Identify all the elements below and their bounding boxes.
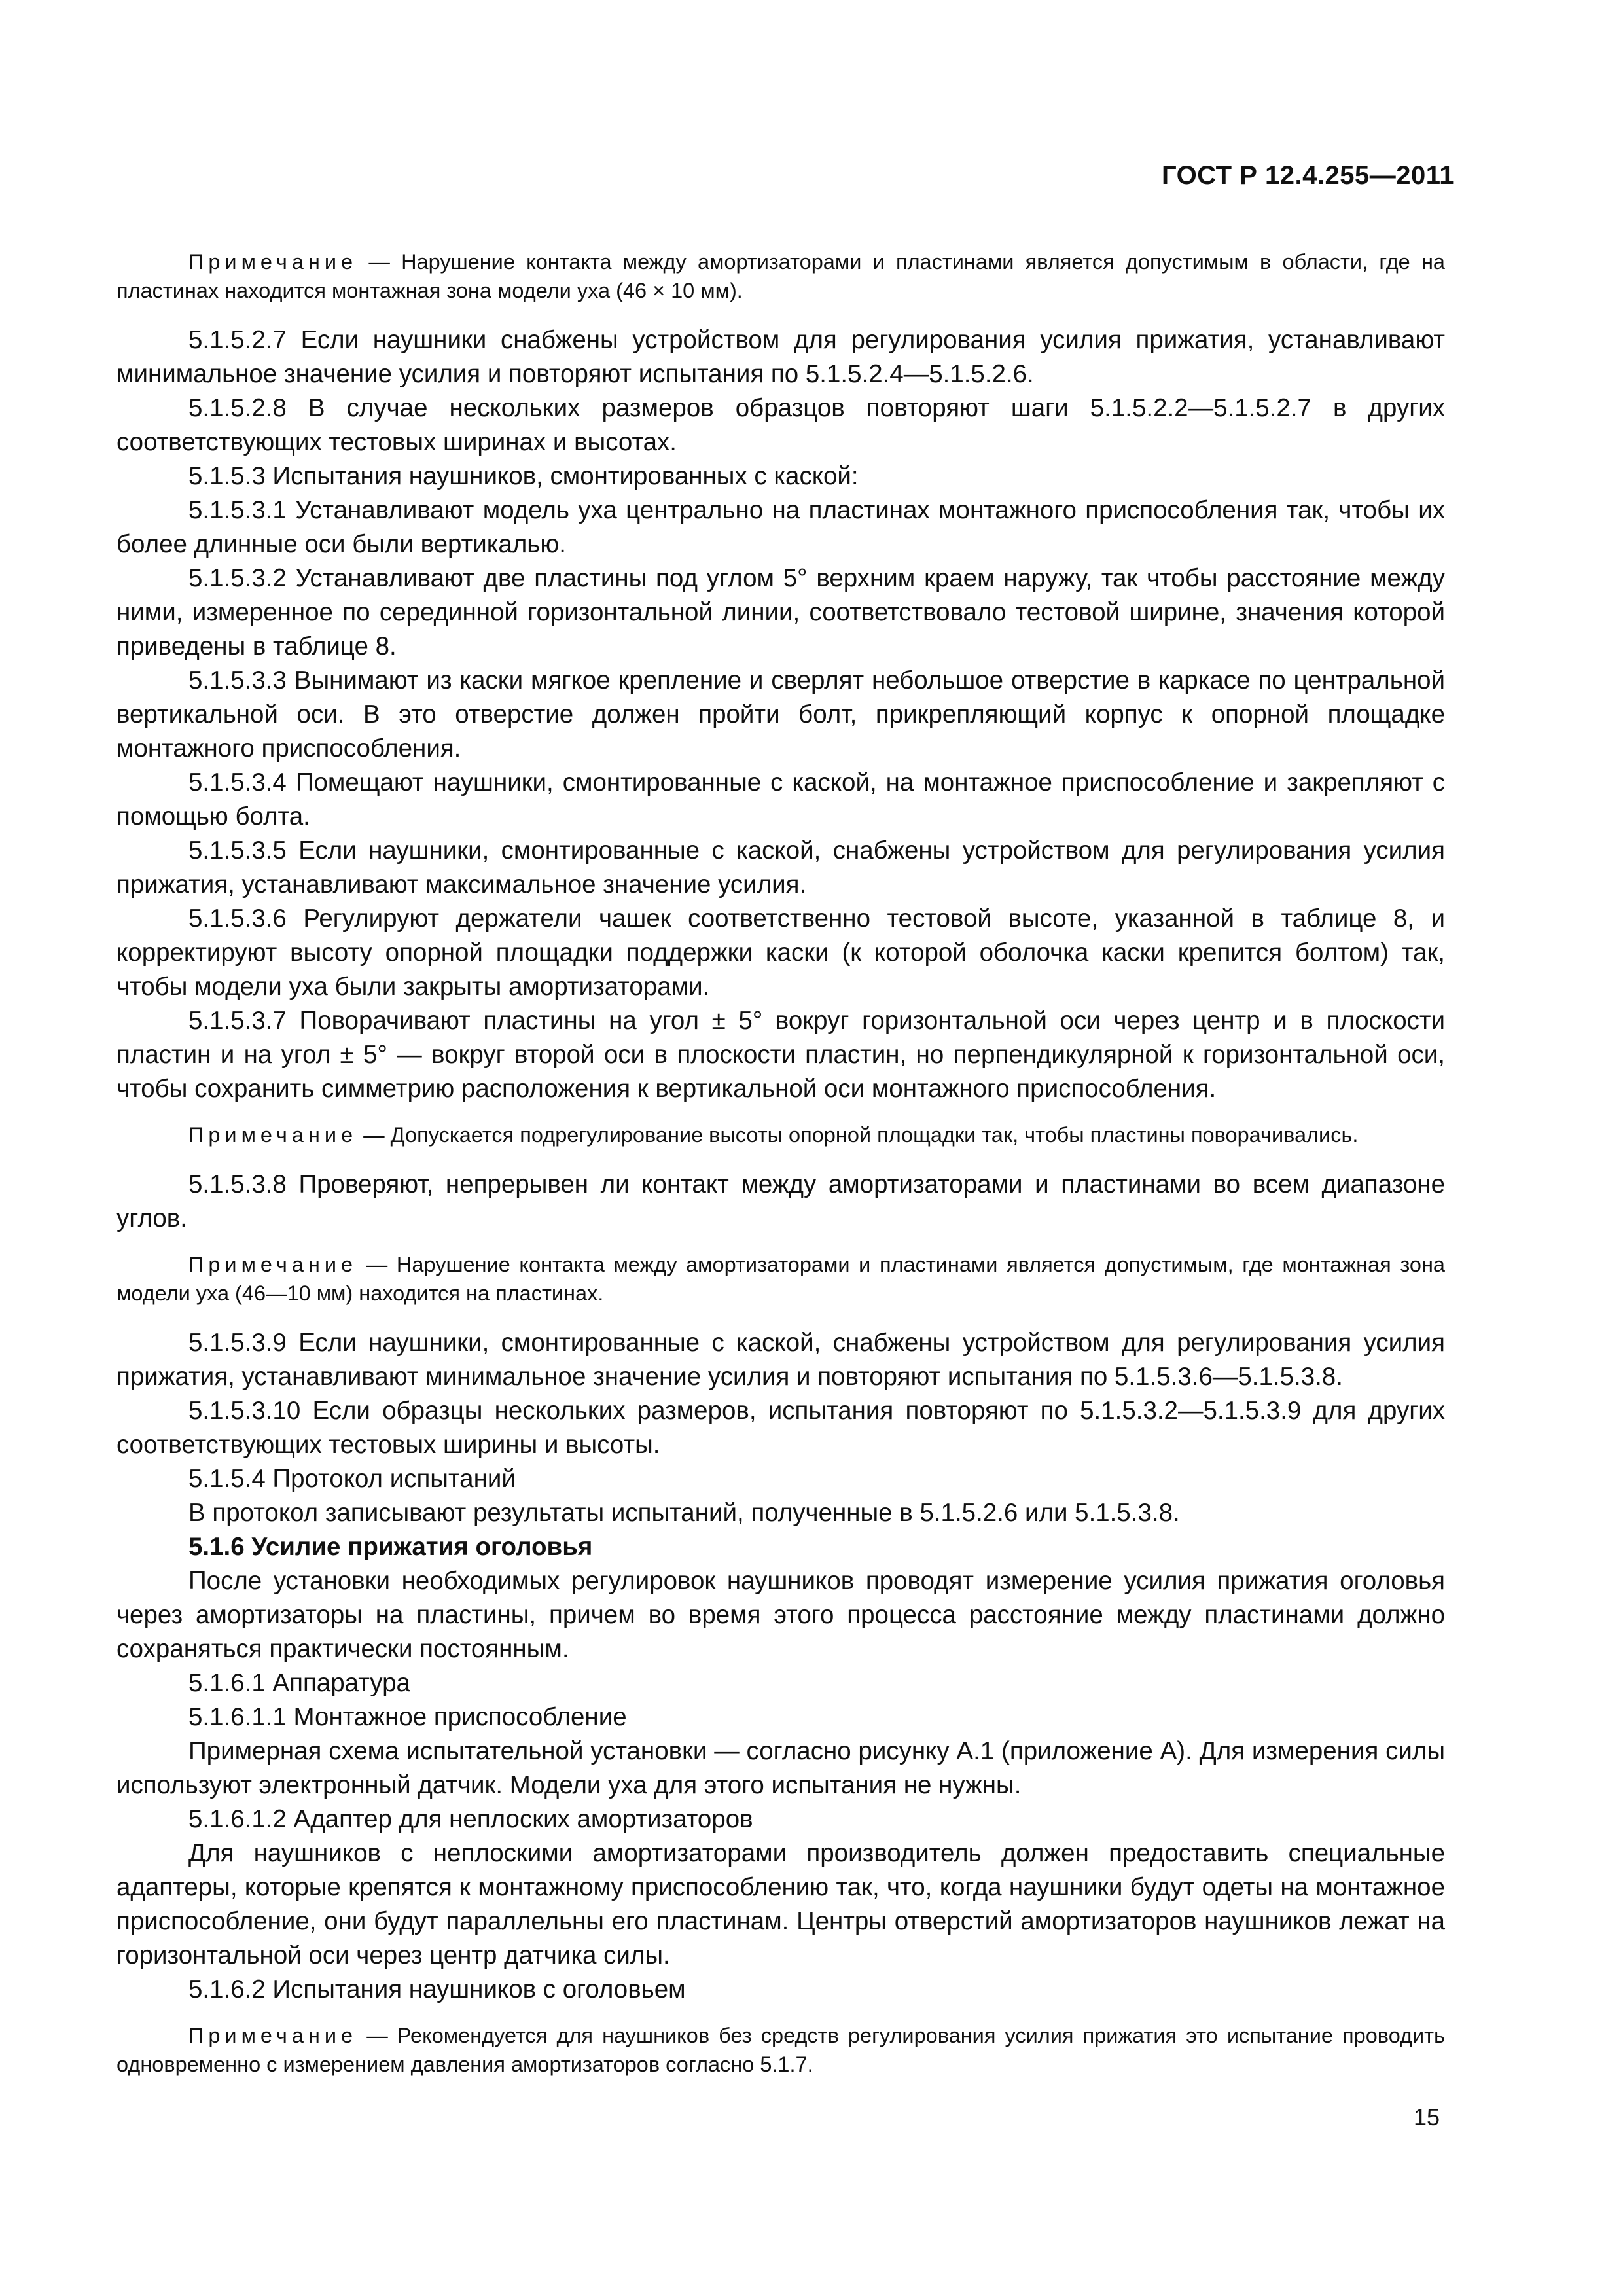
page-number: 15	[1413, 2104, 1440, 2130]
body-paragraph: 5.1.5.3.8 Проверяют, непрерывен ли контакт между амортизаторами и пластинами во всем диапазоне углов.	[116, 1170, 1445, 1232]
body-paragraph: 5.1.5.2.7 Если наушники снабжены устройством для регулирования усилия прижатия, устанавливают минимальное значение усилия и повторяют испытания по 5.1.5.2.4—5.1.5.2.6.	[116, 326, 1445, 388]
body-paragraph: 5.1.5.3.4 Помещают наушники, смонтированные с каской, на монтажное приспособление и закрепляют с помощью болта.	[116, 768, 1445, 831]
body-paragraph: 5.1.5.3.10 Если образцы нескольких размеров, испытания повторяют по 5.1.5.3.2—5.1.5.3.9 для других соответствующих тестовых ширины и высоты.	[116, 1397, 1445, 1459]
body-paragraph: Примерная схема испытательной установки — согласно рисунку А.1 (приложение А). Для измерения силы используют электронный датчик. Модели уха для этого испытания не нужны.	[116, 1737, 1445, 1799]
body-paragraph: 5.1.5.4 Протокол испытаний	[188, 1465, 516, 1493]
note-label: Примечание	[188, 1253, 358, 1276]
body-paragraph: 5.1.5.3.3 Вынимают из каски мягкое крепление и сверлят небольшое отверстие в каркасе по центральной вертикальной оси. В это отверстие должен пройти болт, прикрепляющий корпус к опорной площадке монтажного приспособления.	[116, 666, 1445, 762]
note-text: — Допускается подрегулирование высоты опорной площадки так, чтобы пластины поворачивались.	[363, 1123, 1359, 1147]
note-paragraph	[116, 1121, 1445, 1149]
note-label: Примечание	[188, 250, 358, 274]
note-label: Примечание	[188, 1123, 358, 1147]
body-paragraph: 5.1.5.3.9 Если наушники, смонтированные с каской, снабжены устройством для регулирования усилия прижатия, устанавливают минимальное значение усилия и повторяют испытания по 5.1.5.3.6—5.1.5.3.8.	[116, 1329, 1445, 1391]
body-paragraph: 5.1.5.3 Испытания наушников, смонтированных с каской:	[188, 462, 859, 490]
body-paragraph: 5.1.5.3.1 Устанавливают модель уха центрально на пластинах монтажного приспособления так, чтобы их более длинные оси были вертикалью.	[116, 496, 1445, 558]
note-paragraph	[116, 1250, 1445, 1308]
note-paragraph	[116, 247, 1445, 305]
body-paragraph: 5.1.5.3.7 Поворачивают пластины на угол ± 5° вокруг горизонтальной оси через центр и в плоскости пластин и на угол ± 5° — вокруг второй оси в плоскости пластин, но перпендикулярной к горизонтальной оси, чтобы сохранить симметрию расположения к вертикальной оси монтажного приспособления.	[116, 1007, 1445, 1103]
body-paragraph: 5.1.5.3.2 Устанавливают две пластины под углом 5° верхним краем наружу, так чтобы расстояние между ними, измеренное по серединной горизонтальной линии, соответствовало тестовой ширине, значения которой приведены в таблице 8.	[116, 564, 1445, 660]
note-text: — Рекомендуется для наушников без средств регулирования усилия прижатия это испытание проводить одновременно с измерением давления амортизаторов согласно 5.1.7.	[116, 2024, 1445, 2076]
body-paragraph: После установки необходимых регулировок наушников проводят измерение усилия прижатия оголовья через амортизаторы на пластины, причем во время этого процесса расстояние между пластинами должно сохраняться практически постоянным.	[116, 1567, 1445, 1663]
body-paragraph: 5.1.5.2.8 В случае нескольких размеров образцов повторяют шаги 5.1.5.2.2—5.1.5.2.7 в других соответствующих тестовых ширинах и высотах.	[116, 394, 1445, 456]
body-paragraph: Для наушников с неплоскими амортизаторами производитель должен предоставить специальные адаптеры, которые крепятся к монтажному приспособлению так, что, когда наушники будут одеты на монтажное приспособление, они будут параллельны его пластинам. Центры отверстий амортизаторов наушников лежат на горизонтальной оси через центр датчика силы.	[116, 1839, 1445, 1969]
document-number-header: ГОСТ Р 12.4.255—2011	[1162, 161, 1454, 190]
document-body	[116, 233, 1445, 2097]
body-paragraph: 5.1.6.1.1 Монтажное приспособление	[188, 1703, 627, 1731]
body-paragraph: 5.1.6.1 Аппаратура	[188, 1669, 410, 1697]
body-paragraph: 5.1.5.3.6 Регулируют держатели чашек соответственно тестовой высоте, указанной в таблице 8, и корректируют высоту опорной площадки поддержки каски (к которой оболочка каски крепится болтом) так, чтобы модели уха были закрыты амортизаторами.	[116, 905, 1445, 1001]
body-paragraph: 5.1.6.2 Испытания наушников с оголовьем	[188, 1975, 686, 2003]
section-heading: 5.1.6 Усилие прижатия оголовья	[188, 1533, 593, 1561]
note-label: Примечание	[188, 2024, 358, 2047]
body-paragraph: В протокол записывают результаты испытаний, полученные в 5.1.5.2.6 или 5.1.5.3.8.	[188, 1499, 1180, 1527]
note-paragraph	[116, 2021, 1445, 2079]
note-text: — Нарушение контакта между амортизаторами и пластинами является допустимым в области, где на пластинах находится монтажная зона модели уха (46 × 10 мм).	[116, 250, 1445, 302]
note-text: — Нарушение контакта между амортизаторами и пластинами является допустимым, где монтажная зона модели уха (46—10 мм) находится на пластинах.	[116, 1253, 1445, 1305]
body-paragraph: 5.1.5.3.5 Если наушники, смонтированные с каской, снабжены устройством для регулирования усилия прижатия, устанавливают максимальное значение усилия.	[116, 836, 1445, 899]
body-paragraph: 5.1.6.1.2 Адаптер для неплоских амортизаторов	[188, 1805, 753, 1833]
